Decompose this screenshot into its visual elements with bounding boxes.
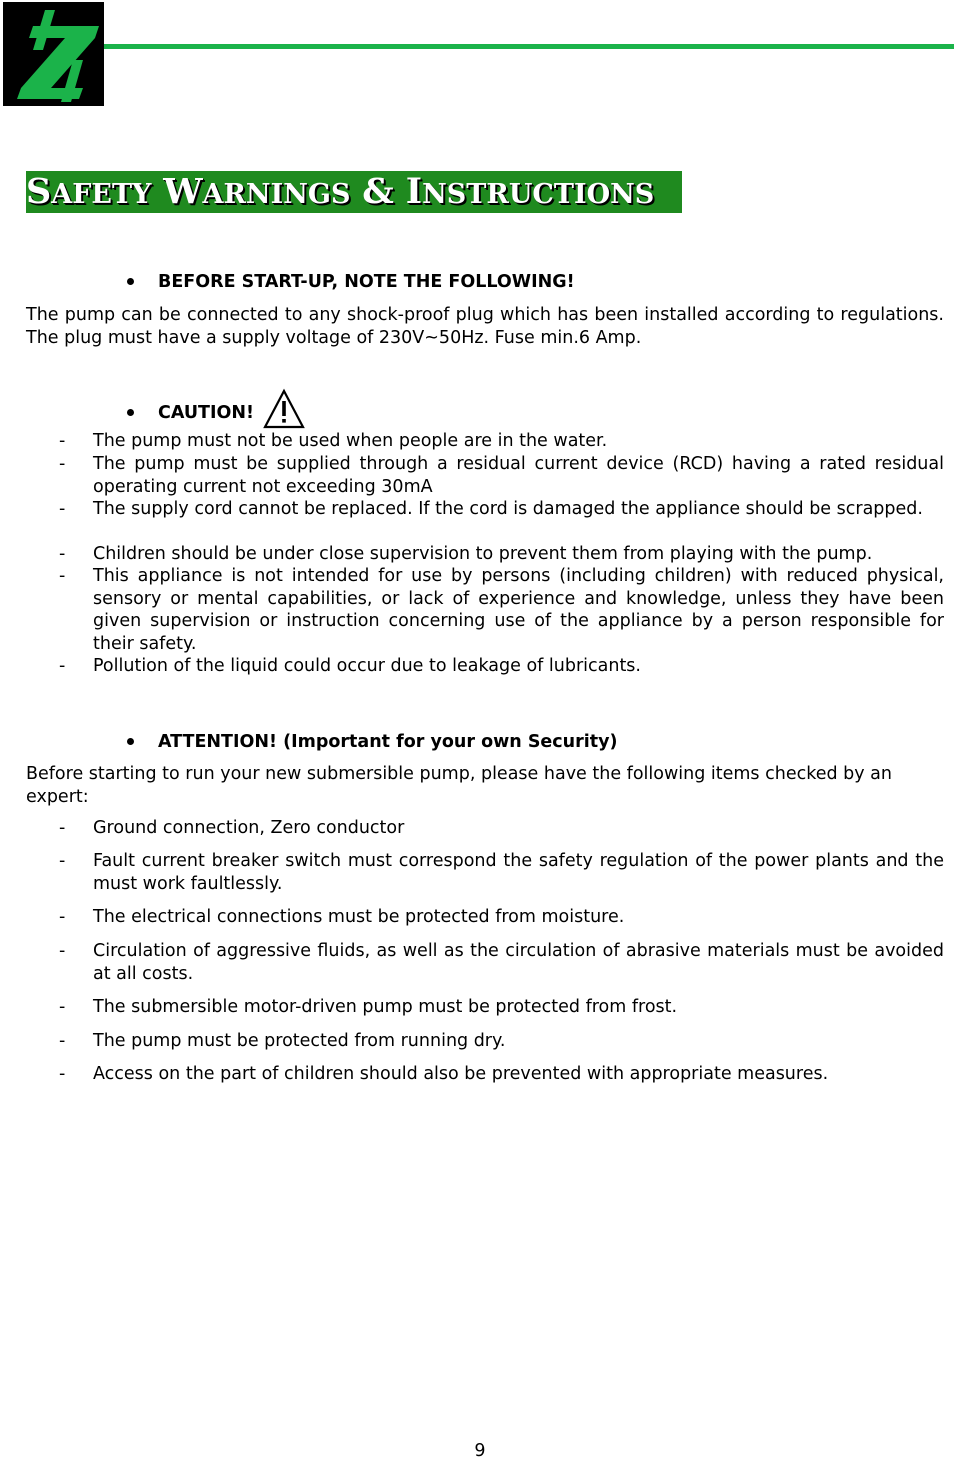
list-item	[26, 453, 944, 498]
list-item-text: The submersible motor-driven pump must be protected from frost.	[93, 997, 678, 1017]
bullet-dot	[127, 278, 134, 285]
list-item-text: The electrical connections must be protected from moisture.	[93, 907, 625, 927]
section-heading-caution: CAUTION!	[158, 403, 255, 423]
list-item	[26, 1030, 944, 1053]
list-item-text: This appliance is not intended for use by persons (including children) with reduced physical, sensory or mental capabilities, or lack of experience and knowledge, unless they have been given supervision or instruction concerning use of the appliance by a person responsible for their safety.	[93, 566, 944, 654]
list-item-text: Pollution of the liquid could occur due to leakage of lubricants.	[93, 656, 641, 676]
title-rest-1: AFETY	[51, 179, 152, 210]
title-cap-3: I	[405, 171, 423, 212]
section-heading-before-startup: BEFORE START-UP, NOTE THE FOLLOWING!	[158, 272, 575, 292]
list-item-text: The pump must be protected from running dry.	[93, 1031, 506, 1051]
list-item	[26, 498, 944, 521]
dash-marker: -	[59, 499, 66, 519]
list-item	[26, 940, 944, 985]
dash-marker: -	[59, 656, 66, 676]
list-item-text: Access on the part of children should also be prevented with appropriate measures.	[93, 1064, 829, 1084]
dash-marker: -	[59, 431, 66, 451]
dash-marker: -	[59, 851, 66, 871]
list-item	[26, 655, 944, 678]
title-amp: &	[362, 171, 394, 212]
dash-marker: -	[59, 544, 66, 564]
dash-marker: -	[59, 818, 66, 838]
warning-triangle-icon	[262, 388, 306, 430]
bullet-dot	[127, 409, 134, 416]
section-paragraph-intro: Before starting to run your new submersible pump, please have the following items checked by an expert:	[26, 764, 893, 807]
list-item	[26, 1063, 944, 1086]
list-item-text: Circulation of aggressive fluids, as well as the circulation of abrasive materials must be avoided at all costs.	[93, 941, 944, 984]
title-rest-3: NSTRUCTIONS	[422, 179, 655, 210]
dash-marker: -	[59, 941, 66, 961]
list-item-text: The pump must be supplied through a residual current device (RCD) having a rated residual operating current not exceeding 30mA	[93, 454, 944, 497]
list-item	[26, 817, 944, 840]
z-logo-icon	[3, 2, 104, 106]
dash-marker: -	[59, 454, 66, 474]
title-cap-1: S	[26, 171, 52, 212]
dash-marker: -	[59, 566, 66, 586]
page-number: 9	[474, 1441, 486, 1461]
dash-marker: -	[59, 1064, 66, 1084]
section-heading-attention: ATTENTION! (Important for your own Security)	[158, 732, 618, 752]
list-item	[26, 850, 944, 895]
list-item-text: Children should be under close supervision to prevent them from playing with the pump.	[93, 544, 873, 564]
dash-marker: -	[59, 1031, 66, 1051]
dash-marker: -	[59, 907, 66, 927]
list-item	[26, 430, 944, 453]
page-title-text	[26, 173, 654, 214]
company-logo	[3, 2, 104, 106]
title-cap-2: W	[163, 171, 203, 212]
bullet-dot	[127, 738, 134, 745]
list-item-text: The pump must not be used when people are in the water.	[93, 431, 608, 451]
list-item	[26, 565, 944, 655]
list-item	[26, 996, 944, 1019]
list-item-text: Ground connection, Zero conductor	[93, 818, 405, 838]
dash-marker: -	[59, 997, 66, 1017]
list-item-text: The supply cord cannot be replaced. If the cord is damaged the appliance should be scrapped.	[93, 499, 923, 519]
title-rest-2: ARNINGS	[202, 179, 351, 210]
page-title	[26, 171, 682, 213]
section-paragraph-plug: The pump can be connected to any shock-proof plug which has been installed according to regulations. The plug must have a supply voltage of 230V~50Hz. Fuse min.6 Amp.	[26, 305, 944, 348]
list-item	[26, 543, 944, 566]
list-item-text: Fault current breaker switch must correspond the safety regulation of the power plants and the must work faultlessly.	[93, 851, 944, 894]
list-item	[26, 906, 944, 929]
header-rule	[104, 44, 954, 49]
